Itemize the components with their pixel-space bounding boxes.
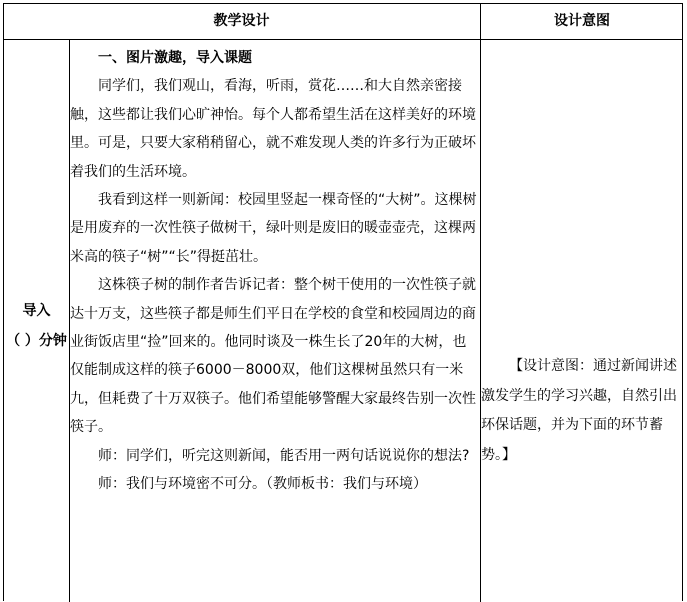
- header-design-intent: 设计意图: [554, 13, 610, 29]
- paragraph: 我看到这样一则新闻：校园里竖起一棵奇怪的“大树”。这棵树是用废弃的一次性筷子做树干，绿叶则是废旧的暖壶壶壳，这棵两米高的筷子“树”“长”得挺茁壮。: [70, 192, 477, 265]
- paragraph: 师：我们与环境密不可分。（教师板书：我们与环境）: [98, 476, 427, 493]
- stage-label: 导入: [22, 303, 51, 319]
- paragraph: 师：同学们，听完这则新闻，能否用一两句话说说你的想法?: [98, 447, 470, 464]
- stage-cell: [4, 296, 69, 356]
- paragraph: 这株筷子树的制作者告诉记者：整个树干使用的一次性筷子就达十万支，这些筷子都是师生们平日在学校的食堂和校园周边的商业街饭店里“捡”回来的。他同时谈及一株生长了20年的大树，也仅能制成这样的筷子6000－8000双，他们这棵树虽然只有一米九，但耗费了十万双筷子。他们希望能够警醒大家最终告别一次性筷子。: [70, 277, 476, 436]
- design-intent-text: 【设计意图：通过新闻讲述激发学生的学习兴趣，自然引出环保话题，并为下面的环节蓄势。】: [481, 358, 677, 463]
- stage-duration: （ ）分钟: [6, 333, 67, 349]
- section-title: 一、图片激趣，导入课题: [98, 50, 252, 66]
- paragraph: 同学们，我们观山，看海，听雨，赏花……和大自然亲密接触，这些都让我们心旷神怡。每个人都希望生活在这样美好的环境里。可是，只要大家稍稍留心，就不难发现人类的许多行为正破坏着我们的生活环境。: [70, 78, 476, 180]
- header-teaching-design: 教学设计: [213, 13, 270, 29]
- design-content-cell: [70, 44, 479, 499]
- intent-column-divider: [480, 3, 481, 602]
